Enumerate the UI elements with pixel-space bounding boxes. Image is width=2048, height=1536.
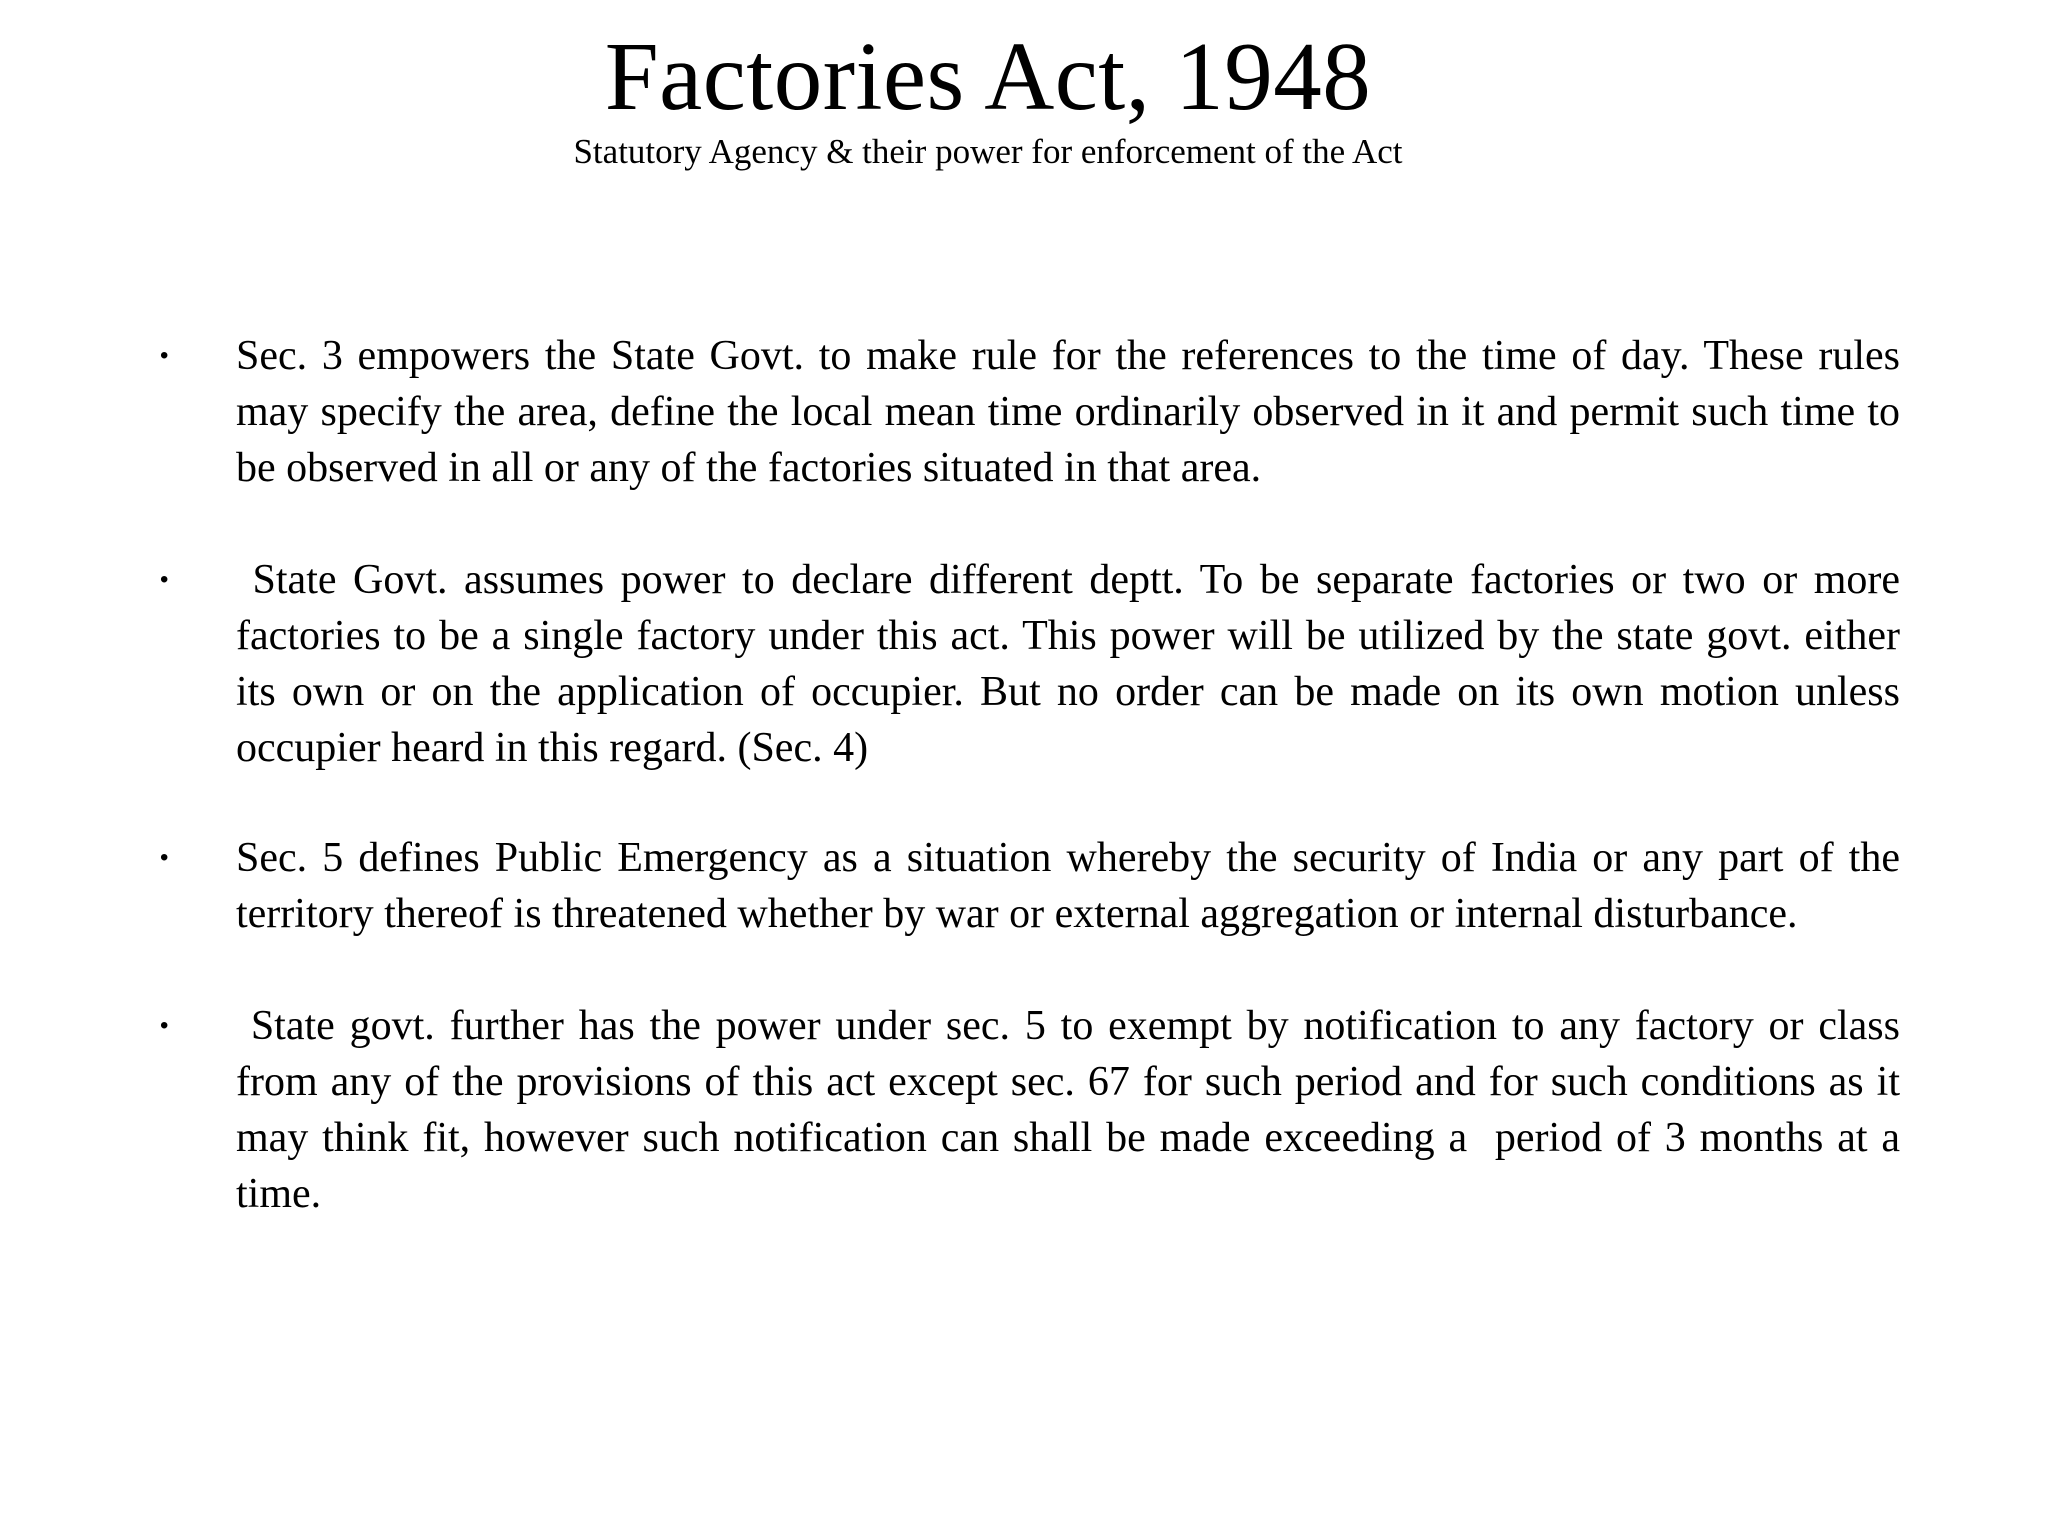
- bullet-text: State Govt. assumes power to declare different deptt. To be separate factories or two or more factories to be a single factory under this act. This power will be utilized by the state govt. either its own or on the application of occupier. But no order can be made on its own motion unless occupier heard in this regard. (Sec. 4): [236, 557, 1911, 771]
- bullet-text: Sec. 5 defines Public Emergency as a situation whereby the security of India or any part of the territory thereof is threatened whether by war or external aggregation or internal disturbance.: [236, 835, 1911, 937]
- bullet-item-sec-5-emergency: [160, 830, 1911, 942]
- bullet-marker: •: [160, 342, 169, 369]
- bullet-list: [160, 328, 1911, 1278]
- bullet-marker: •: [160, 844, 169, 871]
- bullet-text: State govt. further has the power under sec. 5 to exempt by notification to any factory or class from any of the provisions of this act except sec. 67 for such period and for such conditions as it may think fit, however such notification can shall be made exceeding a period of 3 months at a time.: [236, 1003, 1911, 1217]
- slide-subtitle: Statutory Agency & their power for enforcement of the Act: [573, 132, 1403, 171]
- bullet-item-sec-4: [160, 552, 1911, 776]
- bullet-text: Sec. 3 empowers the State Govt. to make rule for the references to the time of day. These rules may specify the area, define the local mean time ordinarily observed in it and permit such time to be observed in all or any of the factories situated in that area.: [236, 333, 1911, 491]
- bullet-marker: •: [160, 566, 169, 593]
- bullet-item-sec-3: [160, 328, 1911, 496]
- slide-title: Factories Act, 1948: [604, 23, 1372, 130]
- bullet-item-sec-5-exemption: [160, 998, 1911, 1222]
- bullet-marker: •: [160, 1012, 169, 1039]
